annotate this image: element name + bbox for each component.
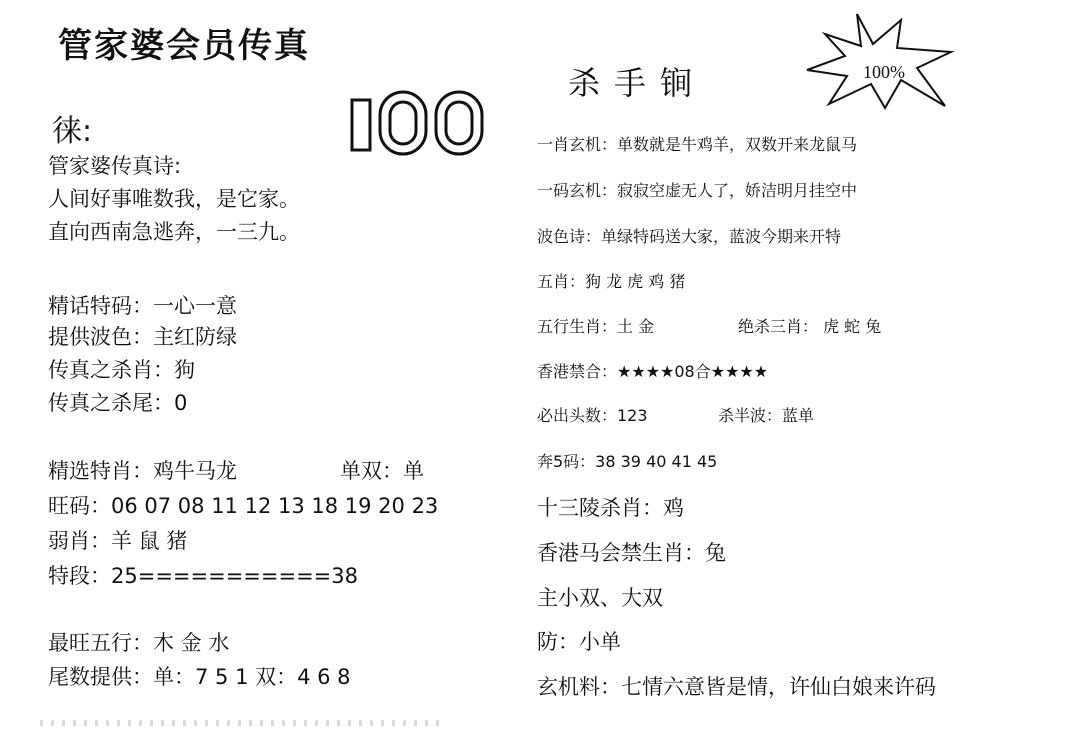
hk-majinxiao: 香港马会禁生肖：兔 — [537, 541, 726, 565]
poem-heading: 管家婆传真诗: — [48, 154, 182, 178]
wuxing: 最旺五行：木 金 水 — [48, 631, 230, 655]
wuxiao: 五肖：狗 龙 虎 鸡 猪 — [537, 272, 686, 291]
bichu-toushu: 必出头数：123 — [537, 406, 648, 425]
sha-xiao: 传真之杀肖：狗 — [48, 358, 195, 382]
fang-xiaodan: 防：小单 — [537, 630, 621, 654]
ruoxiao: 弱肖：羊 鼠 猪 — [48, 529, 188, 553]
starburst-shape — [807, 14, 951, 108]
yima-xuanji: 一码玄机：寂寂空虚无人了，娇洁明月挂空中 — [537, 181, 858, 200]
weishu: 尾数提供：单：7 5 1 双：4 6 8 — [48, 665, 351, 689]
sha-wei: 传真之杀尾：0 — [48, 391, 188, 415]
wuxing-shengxiao: 五行生肖：土 金 — [537, 317, 655, 336]
xuanji-liao: 玄机料：七情六意皆是情，许仙白娘来许码 — [537, 675, 936, 699]
jingxuan-texiao: 精选特肖：鸡牛马龙 — [48, 459, 237, 483]
badge-text: 100% — [863, 62, 905, 82]
zhu-xiaoshuang: 主小双、大双 — [537, 586, 663, 610]
yixiao-xuanji: 一肖玄机：单数就是牛鸡羊，双数开来龙鼠马 — [537, 135, 858, 154]
poem-line-1: 人间好事唯数我，是它家。 — [48, 187, 300, 211]
poem-line-2: 直向西南急逃奔，一三九。 — [48, 220, 300, 244]
hk-jinhe: 香港禁合：★★★★08合★★★★ — [537, 362, 769, 381]
page-title: 管家婆会员传真 — [58, 26, 310, 66]
danshuang: 单双：单 — [340, 459, 424, 483]
big-number-100 — [350, 88, 490, 162]
ben-5ma: 奔5码：38 39 40 41 45 — [537, 452, 718, 471]
bose: 提供波色：主红防绿 — [48, 325, 237, 349]
teduan: 特段：25===========38 — [48, 564, 358, 588]
lai-label: 徕: — [52, 114, 93, 149]
bottom-dots-decoration — [40, 720, 440, 726]
jinghua-tema: 精话特码：一心一意 — [48, 294, 237, 318]
sha-banbo: 杀半波：蓝单 — [718, 406, 815, 425]
wangma: 旺码：06 07 08 11 12 13 18 19 20 23 — [48, 494, 439, 518]
killer-heading: 杀手锏 — [568, 64, 707, 102]
starburst-badge — [805, 12, 955, 116]
shisanling-shaxiao: 十三陵杀肖：鸡 — [537, 496, 684, 520]
bose-shi: 波色诗：单绿特码送大家，蓝波今期来开特 — [537, 227, 842, 246]
juesha-sanxiao: 绝杀三肖： 虎 蛇 兔 — [738, 317, 882, 336]
